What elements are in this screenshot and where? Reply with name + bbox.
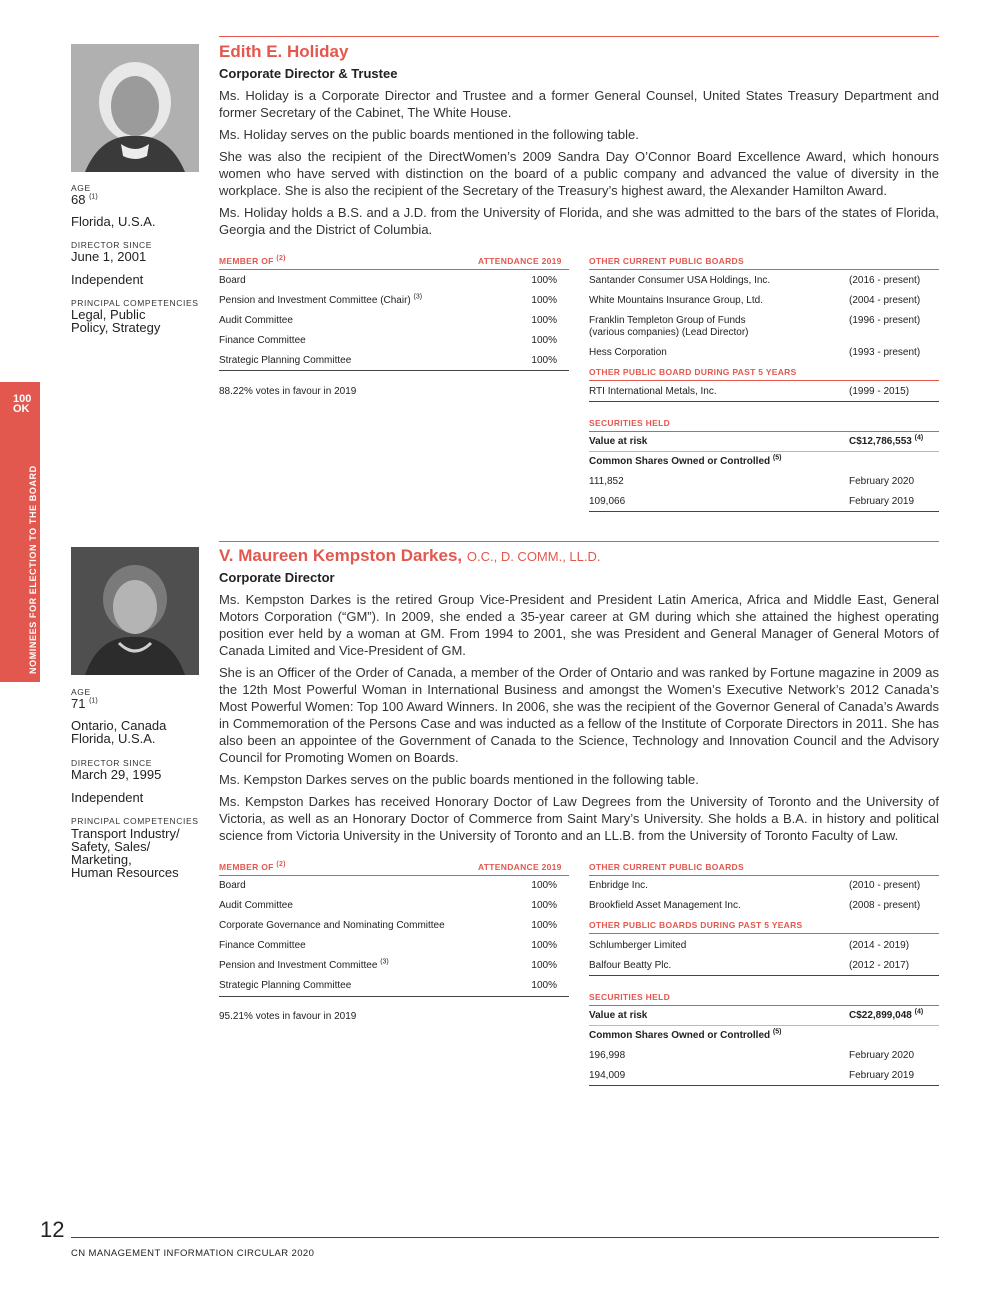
- table-end-rule: [589, 975, 939, 976]
- competency-3: Marketing,: [71, 852, 132, 867]
- independence-status: Independent: [71, 790, 144, 805]
- committee-row: Corporate Governance and Nominating Committee 100%: [219, 920, 557, 931]
- competency-1: Legal, Public: [71, 307, 146, 322]
- shares-label: Common Shares Owned or Controlled $^{(5)}$: [589, 454, 782, 467]
- past-boards-header: OTHER PUBLIC BOARDS DURING PAST 5 YEARS: [589, 920, 803, 930]
- board-row: Franklin Templeton Group of Funds (various companies) (Lead Director) (1996 - present): [589, 315, 921, 338]
- shares-row: 111,852 February 2020: [589, 476, 915, 487]
- votes-in-favour: 95.21% votes in favour in 2019: [219, 1011, 357, 1022]
- table-header-rule: [219, 875, 569, 876]
- board-row: Brookfield Asset Management Inc. (2008 - present): [589, 900, 921, 911]
- committee-row: Finance Committee 100%: [219, 940, 557, 951]
- current-boards-header: OTHER CURRENT PUBLIC BOARDS: [589, 862, 744, 872]
- page-number: 12: [40, 1217, 65, 1242]
- competencies-label: PRINCIPAL COMPETENCIES: [71, 298, 199, 308]
- committee-row: Board 100%: [219, 880, 557, 891]
- member-of-header: MEMBER OF $^{(2)}$: [219, 861, 286, 872]
- nominee-bio: Ms. Kempston Darkes is the retired Group Vice-President and President Latin America, Africa and Middle East, General Motors Corporation (“GM”). In 2009, she ended a 35-year career at GM during which she attained the highest operating position ever held by a woman at GM. From 1994 to 2001, she was President and General Manager of General Motors of Canada Limited and Vice-President of GM. She is an Officer of the Order of Canada, a member of the Order of Ontario and was ranked by Fortune magazine in 2009 as the 12th Most Powerful Woman in International Business and amongst the Women’s Executive Network’s 2012 Canada’s Most Powerful Women: Top 100 Award Winners. In 2006, she was the recipient of the Governor General of Canada’s Awards in Commemoration of the Persons Case and was inducted as a fellow of the Institute of Corporate Directors in 2011. She has also been an appointee of the Government of Canada to the Science, Technology and Innovation Council and the Advisory Council for Promoting Women on Boards. Ms. Kempston Darkes serves on the public boards mentioned in the following table. Ms. Kempston Darkes has received Honorary Doctor of Law Degrees from the University of Toronto and the University of Victoria, as well as an Honorary Doctor of Commerce from Saint Mary’s University. She holds a B.A. in history and political science from Victoria University in the University of Toronto and an LL.B. from the University of Toronto Faculty of Law.: [219, 592, 939, 843]
- competency-4: Human Resources: [71, 865, 179, 880]
- side-section-tab: [0, 382, 40, 682]
- nominee-name: V. Maureen Kempston Darkes, O.C., D. COMM., LL.D.: [219, 546, 601, 565]
- age-value: 71 $^{(1)}$: [71, 696, 98, 711]
- board-row: Enbridge Inc. (2010 - present): [589, 880, 921, 891]
- board-row: Schlumberger Limited (2014 - 2019): [589, 940, 910, 951]
- footer-title: CN MANAGEMENT INFORMATION CIRCULAR 2020: [71, 1248, 315, 1259]
- nominee-bio: Ms. Holiday is a Corporate Director and Trustee and a former General Counsel, United States Treasury Department and former Secretary of the Cabinet, The White House. Ms. Holiday serves on the public boards mentioned in the following table. She was also the recipient of the DirectWomen’s 2009 Sandra Day O’Connor Board Excellence Award, which honours women who have served with distinction on the board of a public company and advanced the value of diversity in the workplace. She is also the recipient of the Secretary of the Treasury’s highest award, the Alexander Hamilton Award. Ms. Holiday holds a B.S. and a J.D. from the University of Florida, and she was admitted to the bars of the states of Florida, Georgia and the District of Columbia.: [219, 88, 939, 237]
- value-at-risk-row: Value at risk C$12,786,553 $^{(4)}$: [589, 434, 924, 447]
- director-since-value: March 29, 1995: [71, 767, 162, 782]
- votes-in-favour: 88.22% votes in favour in 2019: [219, 386, 357, 397]
- age-label: AGE: [71, 183, 91, 193]
- location: Ontario, Canada Florida, U.S.A.: [71, 718, 167, 746]
- portrait-photo: [71, 547, 199, 675]
- table-header-rule: [219, 269, 569, 270]
- row-rule: [589, 451, 939, 452]
- committee-row: Finance Committee 100%: [219, 335, 557, 346]
- location: Florida, U.S.A.: [71, 214, 156, 229]
- nominee-name: Edith E. Holiday: [219, 42, 349, 61]
- board-row: Hess Corporation (1993 - present): [589, 347, 921, 358]
- age-label: AGE: [71, 687, 91, 697]
- director-since-label: DIRECTOR SINCE: [71, 758, 152, 768]
- age-value: 68 $^{(1)}$: [71, 192, 98, 207]
- value-at-risk-row: Value at risk C$22,899,048 $^{(4)}$: [589, 1008, 924, 1021]
- section-divider: [219, 541, 939, 542]
- board-row: Balfour Beatty Plc. (2012 - 2017): [589, 960, 910, 971]
- nominee-role: Corporate Director: [219, 570, 335, 585]
- director-since-label: DIRECTOR SINCE: [71, 240, 152, 250]
- attendance-header: ATTENDANCE 2019: [478, 256, 562, 266]
- shares-row: 109,066 February 2019: [589, 496, 915, 507]
- committee-row: Strategic Planning Committee 100%: [219, 980, 557, 991]
- shares-row: 196,998 February 2020: [589, 1050, 915, 1061]
- table-header-rule: [589, 431, 939, 432]
- cn-logo-mark: 100 OK: [13, 393, 32, 415]
- footer-rule: [71, 1237, 939, 1238]
- competency-1: Transport Industry/: [71, 826, 180, 841]
- independence-status: Independent: [71, 272, 144, 287]
- portrait-photo: [71, 44, 199, 172]
- committee-row: Strategic Planning Committee 100%: [219, 355, 557, 366]
- section-label: NOMINEES FOR ELECTION TO THE BOARD: [28, 465, 38, 674]
- director-since-value: June 1, 2001: [71, 249, 147, 264]
- competencies-label: PRINCIPAL COMPETENCIES: [71, 816, 199, 826]
- member-of-header: MEMBER OF $^{(2)}$: [219, 255, 286, 266]
- table-end-rule: [589, 401, 939, 402]
- row-rule: [589, 1025, 939, 1026]
- past-boards-header: OTHER PUBLIC BOARD DURING PAST 5 YEARS: [589, 367, 797, 377]
- table-header-rule: [589, 875, 939, 876]
- board-row: RTI International Metals, Inc. (1999 - 2015): [589, 386, 910, 397]
- competency-2: Policy, Strategy: [71, 320, 161, 335]
- committee-row: Pension and Investment Committee (Chair) $^{(3)}$ 100%: [219, 293, 557, 306]
- section-divider: [219, 36, 939, 37]
- table-header-rule: [589, 269, 939, 270]
- committee-row: Board 100%: [219, 275, 557, 286]
- table-header-rule: [589, 933, 939, 934]
- table-end-rule: [589, 1085, 939, 1086]
- committee-row: Pension and Investment Committee $^{(3)}$ 100%: [219, 958, 557, 971]
- table-header-rule: [589, 1005, 939, 1006]
- shares-label: Common Shares Owned or Controlled $^{(5)}$: [589, 1028, 782, 1041]
- current-boards-header: OTHER CURRENT PUBLIC BOARDS: [589, 256, 744, 266]
- committee-row: Audit Committee 100%: [219, 315, 557, 326]
- securities-header: SECURITIES HELD: [589, 418, 671, 428]
- attendance-header: ATTENDANCE 2019: [478, 862, 562, 872]
- table-header-rule: [589, 380, 939, 381]
- nominee-role: Corporate Director & Trustee: [219, 66, 398, 81]
- table-end-rule: [589, 511, 939, 512]
- table-end-rule: [219, 996, 569, 997]
- competency-2: Safety, Sales/: [71, 839, 151, 854]
- board-row: Santander Consumer USA Holdings, Inc. (2016 - present): [589, 275, 921, 286]
- table-end-rule: [219, 370, 569, 371]
- board-row: White Mountains Insurance Group, Ltd. (2004 - present): [589, 295, 921, 306]
- securities-header: SECURITIES HELD: [589, 992, 671, 1002]
- shares-row: 194,009 February 2019: [589, 1070, 915, 1081]
- committee-row: Audit Committee 100%: [219, 900, 557, 911]
